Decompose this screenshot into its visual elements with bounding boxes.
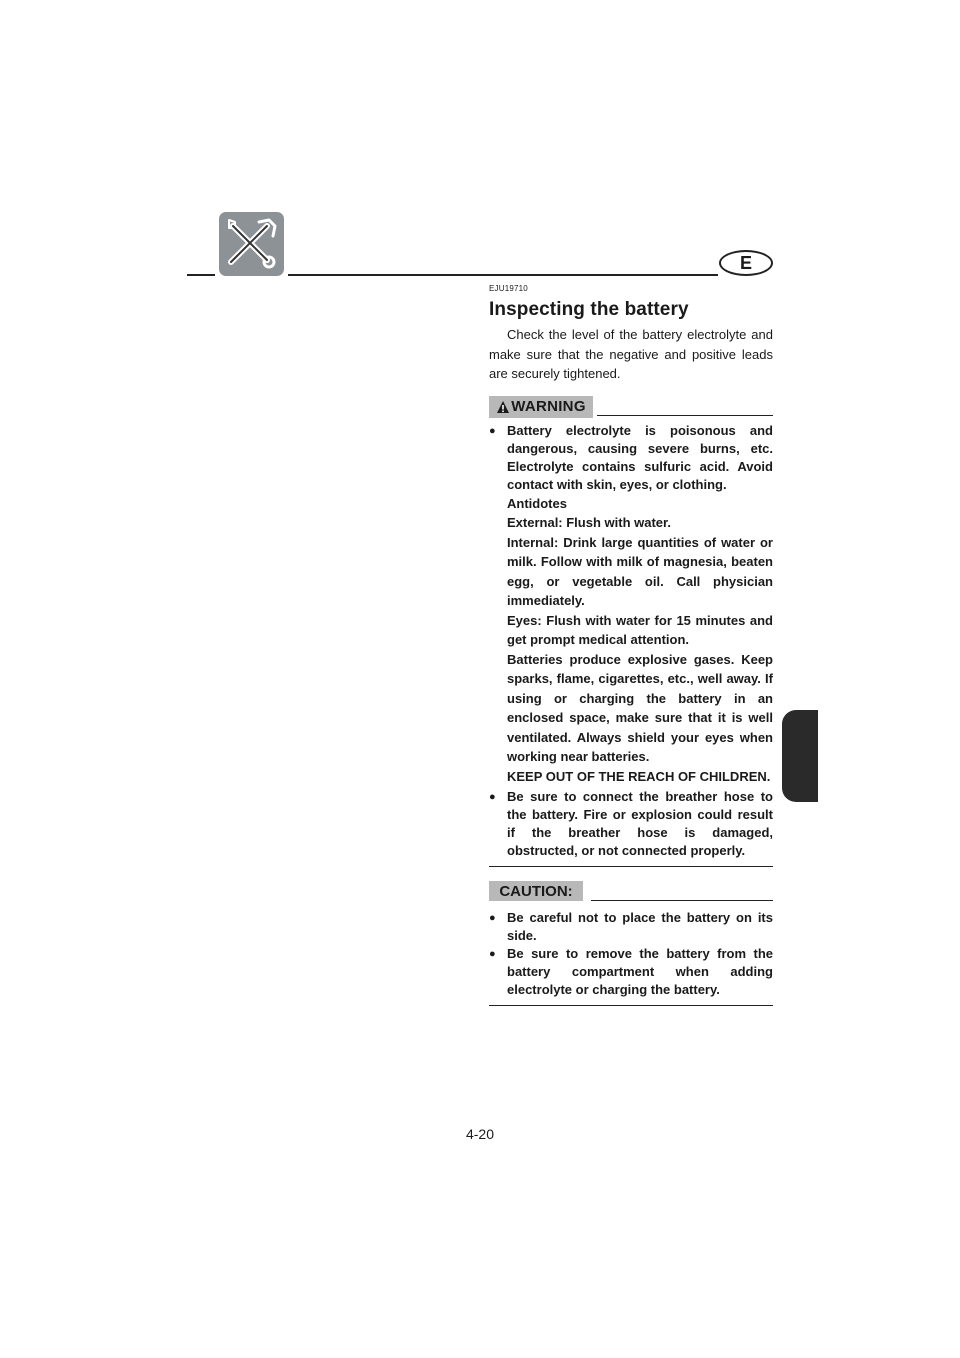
warning-badge <box>489 396 593 418</box>
bullet-icon: ● <box>489 912 496 924</box>
list-item <box>489 945 773 999</box>
header-rule-right <box>288 274 718 276</box>
caution-label: CAUTION: <box>499 882 573 900</box>
main-content <box>489 284 773 1006</box>
language-marker: E <box>719 250 773 276</box>
warning-triangle-icon <box>496 400 510 414</box>
warning-item-text: Battery electrolyte is poisonous and dangerous, causing severe burns, etc. Electrolyte contains sulfuric acid. Avoid contact with skin, eyes, or clothing. <box>507 422 773 492</box>
list-item <box>489 909 773 945</box>
caution-header-rule <box>591 900 773 901</box>
chapter-thumb-tab <box>782 710 818 802</box>
caution-badge <box>489 881 583 901</box>
bullet-icon: ● <box>489 791 496 803</box>
caution-item-text: Be careful not to place the battery on its side. <box>507 910 773 943</box>
intro-paragraph: Check the level of the battery electrolyte and make sure that the negative and positive leads are securely tightened. <box>489 327 773 381</box>
section-code: EJU19710 <box>489 284 528 293</box>
caution-header <box>489 881 773 903</box>
warning-header-rule <box>597 415 773 416</box>
explosive-gases-note: Batteries produce explosive gases. Keep sparks, flame, cigarettes, etc., well away. If using or charging the battery in an enclosed space, make sure that it is well ventilated. Always shield your eyes when working near batteries. <box>507 651 773 764</box>
bullet-icon: ● <box>489 948 496 960</box>
list-item <box>489 788 773 867</box>
warning-list <box>489 422 773 868</box>
page-number: 4-20 <box>465 1126 495 1142</box>
antidote-external: External: Flush with water. <box>507 515 671 530</box>
wrench-screwdriver-icon <box>219 212 284 276</box>
warning-label: WARNING <box>511 398 586 415</box>
section-title: Inspecting the battery <box>489 299 689 320</box>
warning-item-text: Be sure to connect the breather hose to the battery. Fire or explosion could result if the breather hose is damaged, obstructed, or not connected properly. <box>507 789 773 858</box>
antidotes-heading: Antidotes <box>507 495 567 511</box>
children-note: KEEP OUT OF THE REACH OF CHILDREN. <box>507 768 771 784</box>
antidote-eyes: Eyes: Flush with water for 15 minutes and get prompt medical attention. <box>507 612 773 647</box>
caution-list <box>489 909 773 1006</box>
bullet-icon: ● <box>489 424 496 437</box>
warning-header <box>489 396 773 418</box>
list-item <box>489 422 773 787</box>
caution-item-text: Be sure to remove the battery from the battery compartment when adding electrolyte or charging the battery. <box>507 946 773 997</box>
header-rule-left <box>187 274 215 276</box>
antidote-internal: Internal: Drink large quantities of water or milk. Follow with milk of magnesia, beaten egg, or vegetable oil. Call physician immediately. <box>507 534 773 608</box>
